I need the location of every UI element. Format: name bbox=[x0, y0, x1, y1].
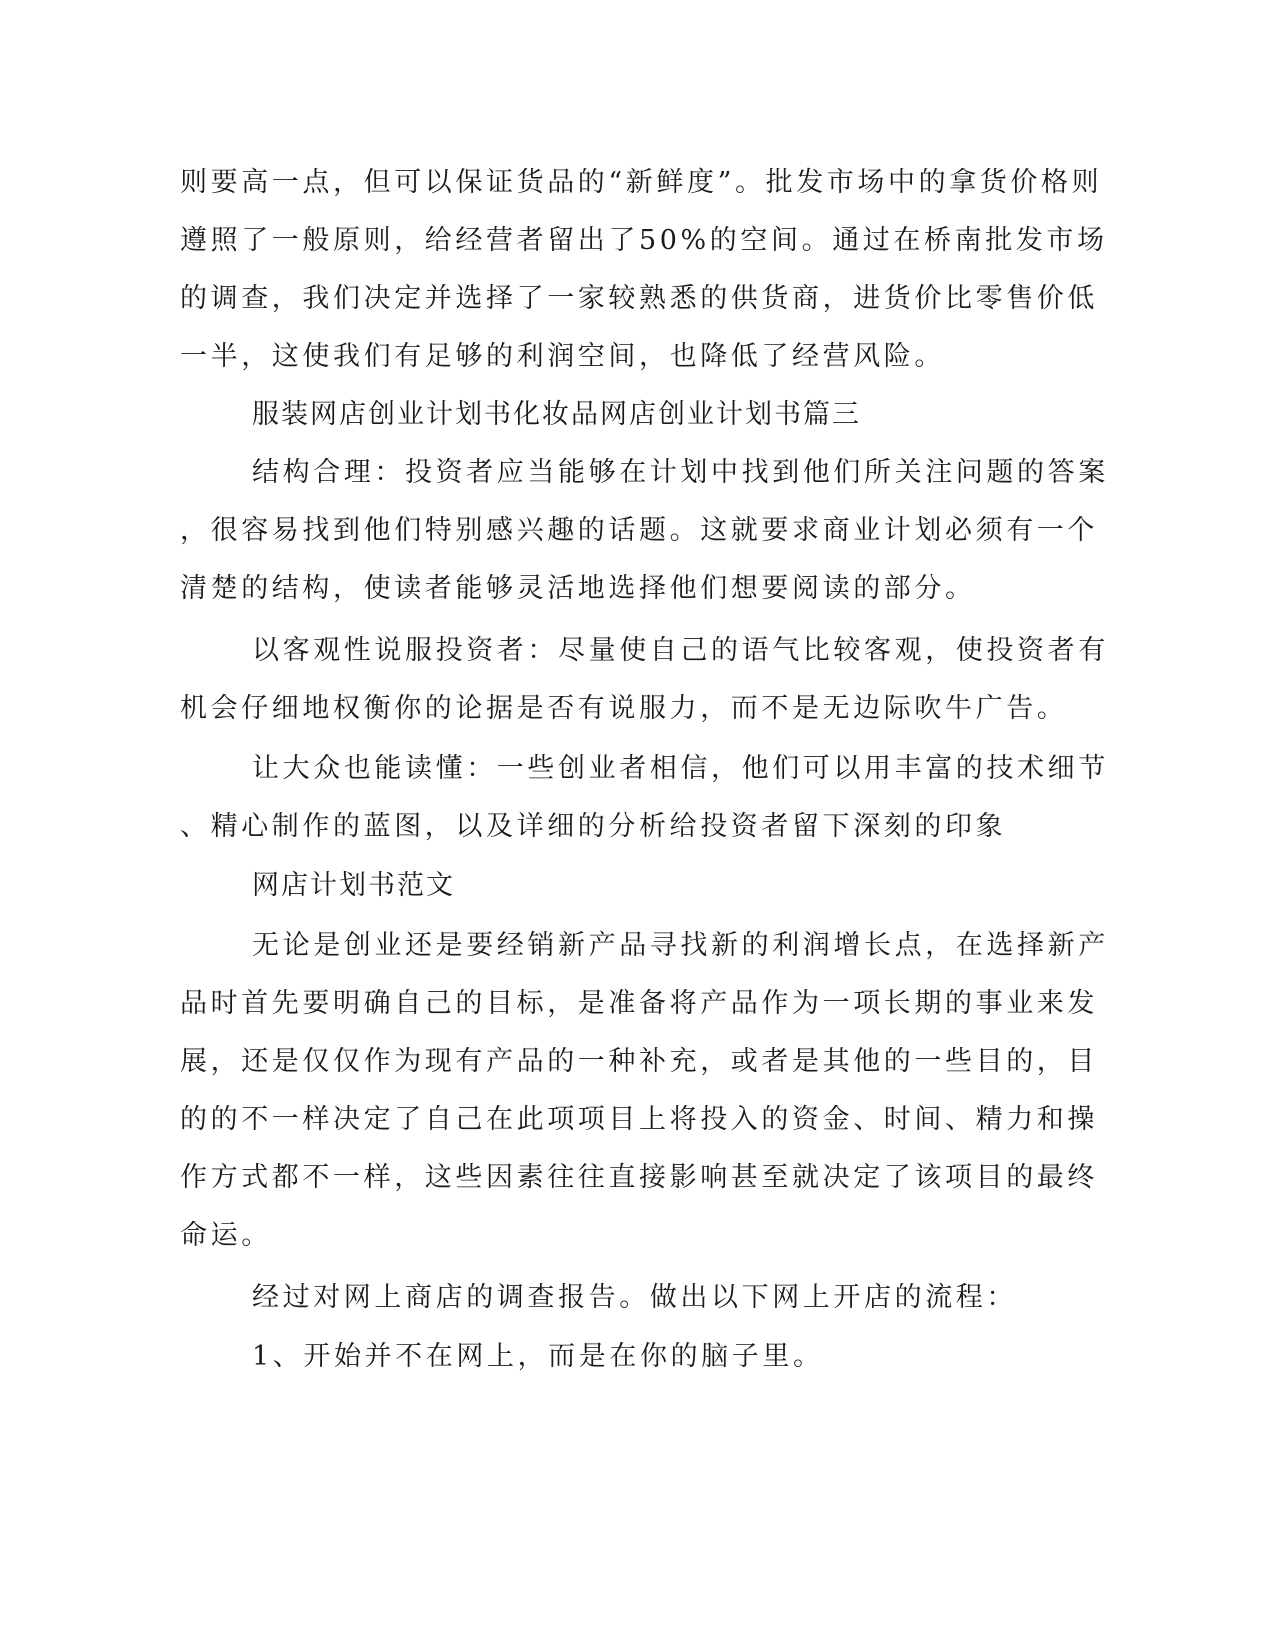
paragraph-line: 清楚的结构，使读者能够灵活地选择他们想要阅读的部分。 bbox=[180, 573, 976, 604]
paragraph-line: 让大众也能读懂：一些创业者相信，他们可以用丰富的技术细节 bbox=[252, 753, 1109, 784]
paragraph-line: 、精心制作的蓝图，以及详细的分析给投资者留下深刻的印象 bbox=[180, 811, 1007, 842]
paragraph-line: 品时首先要明确自己的目标，是准备将产品作为一项长期的事业来发 bbox=[180, 988, 1098, 1019]
paragraph-line: 无论是创业还是要经销新产品寻找新的利润增长点，在选择新产 bbox=[252, 930, 1109, 961]
paragraph-line: 展，还是仅仅作为现有产品的一种补充，或者是其他的一些目的，目 bbox=[180, 1046, 1098, 1077]
section-heading: 网店计划书范文 bbox=[252, 870, 455, 901]
paragraph-line: 以客观性说服投资者：尽量使自己的语气比较客观，使投资者有 bbox=[252, 635, 1109, 666]
paragraph-line: 的的不一样决定了自己在此项项目上将投入的资金、时间、精力和操 bbox=[180, 1104, 1098, 1135]
paragraph-line: 结构合理：投资者应当能够在计划中找到他们所关注问题的答案 bbox=[252, 457, 1109, 488]
paragraph-line: 机会仔细地权衡你的论据是否有说服力，而不是无边际吹牛广告。 bbox=[180, 693, 1068, 724]
paragraph-line: 的调查，我们决定并选择了一家较熟悉的供货商，进货价比零售价低 bbox=[180, 283, 1098, 314]
paragraph-line: 命运。 bbox=[180, 1220, 272, 1251]
paragraph-line: 遵照了一般原则，给经营者留出了50%的空间。通过在桥南批发市场 bbox=[180, 225, 1108, 256]
section-heading: 服装网店创业计划书化妆品网店创业计划书篇三 bbox=[252, 399, 861, 430]
paragraph-line: 一半，这使我们有足够的利润空间，也降低了经营风险。 bbox=[180, 341, 945, 372]
list-item: 1、开始并不在网上，而是在你的脑子里。 bbox=[252, 1341, 824, 1372]
paragraph-line: 则要高一点，但可以保证货品的“新鲜度”。批发市场中的拿货价格则 bbox=[180, 167, 1103, 198]
paragraph-line: ，很容易找到他们特别感兴趣的话题。这就要求商业计划必须有一个 bbox=[180, 515, 1098, 546]
paragraph-line: 作方式都不一样，这些因素往往直接影响甚至就决定了该项目的最终 bbox=[180, 1162, 1098, 1193]
paragraph-line: 经过对网上商店的调查报告。做出以下网上开店的流程： bbox=[252, 1282, 1017, 1313]
